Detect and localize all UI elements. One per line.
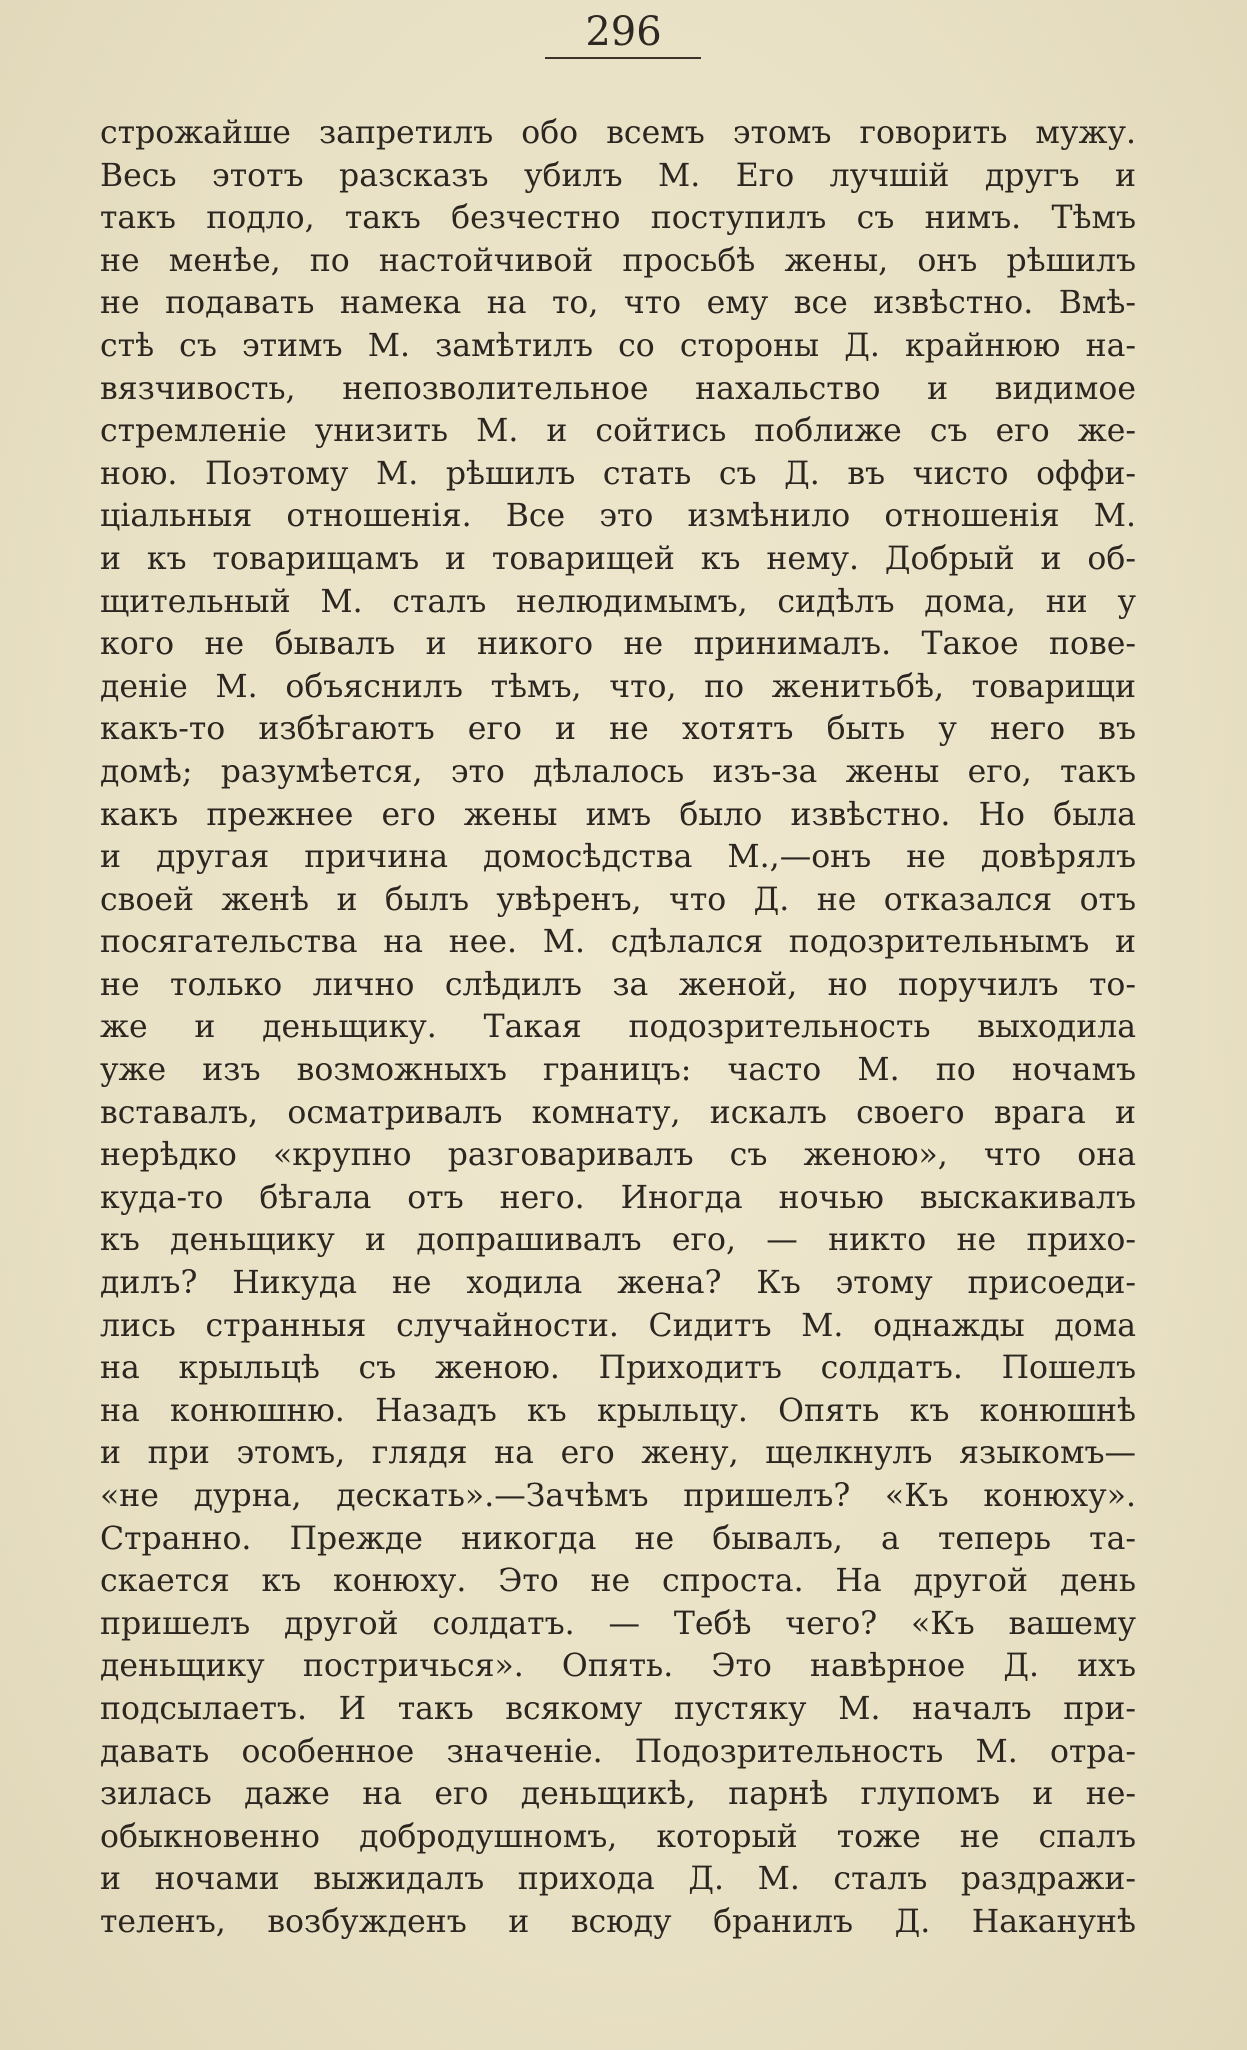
text-line: къ деньщику и допрашивалъ его, — никто не прихо- bbox=[100, 1222, 1136, 1259]
text-line: такъ подло, такъ безчестно поступилъ съ нимъ. Тѣмъ bbox=[100, 200, 1136, 237]
text-line: стѣ съ этимъ М. замѣтилъ со стороны Д. крайнюю на- bbox=[100, 327, 1136, 364]
text-line: ціальныя отношенія. Все это измѣнило отношенія М. bbox=[100, 498, 1136, 535]
header-rule bbox=[545, 57, 701, 59]
text-line: подсылаетъ. И такъ всякому пустяку М. началъ при- bbox=[100, 1690, 1136, 1727]
text-line: «не дурна, дескать».—Зачѣмъ пришелъ? «Къ конюху». bbox=[100, 1478, 1136, 1514]
text-line: вставалъ, осматривалъ комнату, искалъ своего врага и bbox=[100, 1094, 1136, 1131]
text-line: не подавать намека на то, что ему все извѣстно. Вмѣ- bbox=[100, 285, 1136, 322]
text-line: Странно. Прежде никогда не бывалъ, а теперь та- bbox=[100, 1520, 1136, 1557]
text-line: и ночами выжидалъ прихода Д. М. сталъ раздражи- bbox=[100, 1861, 1136, 1898]
text-line: и при этомъ, глядя на его жену, щелкнулъ языкомъ— bbox=[100, 1435, 1136, 1472]
text-line: какъ прежнее его жены имъ было извѣстно. Но была bbox=[100, 796, 1136, 833]
text-line: щительный М. сталъ нелюдимымъ, сидѣлъ дома, ни у bbox=[100, 583, 1136, 620]
text-line: нерѣдко «крупно разговаривалъ съ женою», что она bbox=[100, 1137, 1136, 1174]
text-line: кого не бывалъ и никого не принималъ. Такое пове- bbox=[100, 626, 1136, 663]
text-line: уже изъ возможныхъ границъ: часто М. по ночамъ bbox=[100, 1052, 1136, 1089]
text-line: обыкновенно добродушномъ, который тоже не спалъ bbox=[100, 1818, 1136, 1855]
text-line: своей женѣ и былъ увѣренъ, что Д. не отказался отъ bbox=[100, 881, 1136, 918]
body-text bbox=[100, 112, 1136, 1944]
text-line: на крыльцѣ съ женою. Приходитъ солдатъ. Пошелъ bbox=[100, 1350, 1136, 1387]
text-line: на конюшню. Назадъ къ крыльцу. Опять къ конюшнѣ bbox=[100, 1392, 1136, 1429]
text-line: деньщику постричься». Опять. Это навѣрное Д. ихъ bbox=[100, 1648, 1136, 1685]
text-line: пришелъ другой солдатъ. — Тебѣ чего? «Къ вашему bbox=[100, 1605, 1136, 1642]
text-line: стремленіе унизить М. и сойтись поближе съ его же- bbox=[100, 413, 1136, 450]
text-line: домѣ; разумѣется, это дѣлалось изъ-за жены его, такъ bbox=[100, 753, 1136, 790]
text-line: не только лично слѣдилъ за женой, но поручилъ то- bbox=[100, 966, 1136, 1003]
text-line: Весь этотъ разсказъ убилъ М. Его лучшій другъ и bbox=[100, 157, 1136, 194]
text-line: посягательства на нее. М. сдѣлался подозрительнымъ и bbox=[100, 924, 1136, 961]
text-line: же и деньщику. Такая подозрительность выходила bbox=[100, 1009, 1136, 1046]
text-line: ною. Поэтому М. рѣшилъ стать съ Д. въ чисто оффи- bbox=[100, 455, 1136, 492]
text-line: зилась даже на его деньщикѣ, парнѣ глупомъ и не- bbox=[100, 1776, 1136, 1813]
text-line: теленъ, возбужденъ и всюду бранилъ Д. Наканунѣ bbox=[100, 1903, 1136, 1940]
text-line: строжайше запретилъ обо всемъ этомъ говорить мужу. bbox=[100, 115, 1136, 151]
text-line: куда-то бѣгала отъ него. Иногда ночью выскакивалъ bbox=[100, 1179, 1136, 1216]
page-number: 296 bbox=[585, 9, 662, 55]
text-line: деніе М. объяснилъ тѣмъ, что, по женитьбѣ, товарищи bbox=[100, 668, 1136, 705]
text-line: давать особенное значеніе. Подозрительность М. отра- bbox=[100, 1733, 1136, 1770]
text-line: лись странныя случайности. Сидитъ М. однажды дома bbox=[100, 1307, 1136, 1344]
text-line: не менѣе, по настойчивой просьбѣ жены, онъ рѣшилъ bbox=[100, 242, 1136, 279]
text-line: скается къ конюху. Это не спроста. На другой день bbox=[100, 1563, 1136, 1600]
text-line: какъ-то избѣгаютъ его и не хотятъ быть у него въ bbox=[100, 711, 1136, 748]
text-line: и другая причина домосѣдства М.,—онъ не довѣрялъ bbox=[100, 839, 1136, 876]
text-line: дилъ? Никуда не ходила жена? Къ этому присоеди- bbox=[100, 1265, 1136, 1302]
text-line: и къ товарищамъ и товарищей къ нему. Добрый и об- bbox=[100, 540, 1136, 577]
text-line: вязчивость, непозволительное нахальство и видимое bbox=[100, 370, 1136, 407]
